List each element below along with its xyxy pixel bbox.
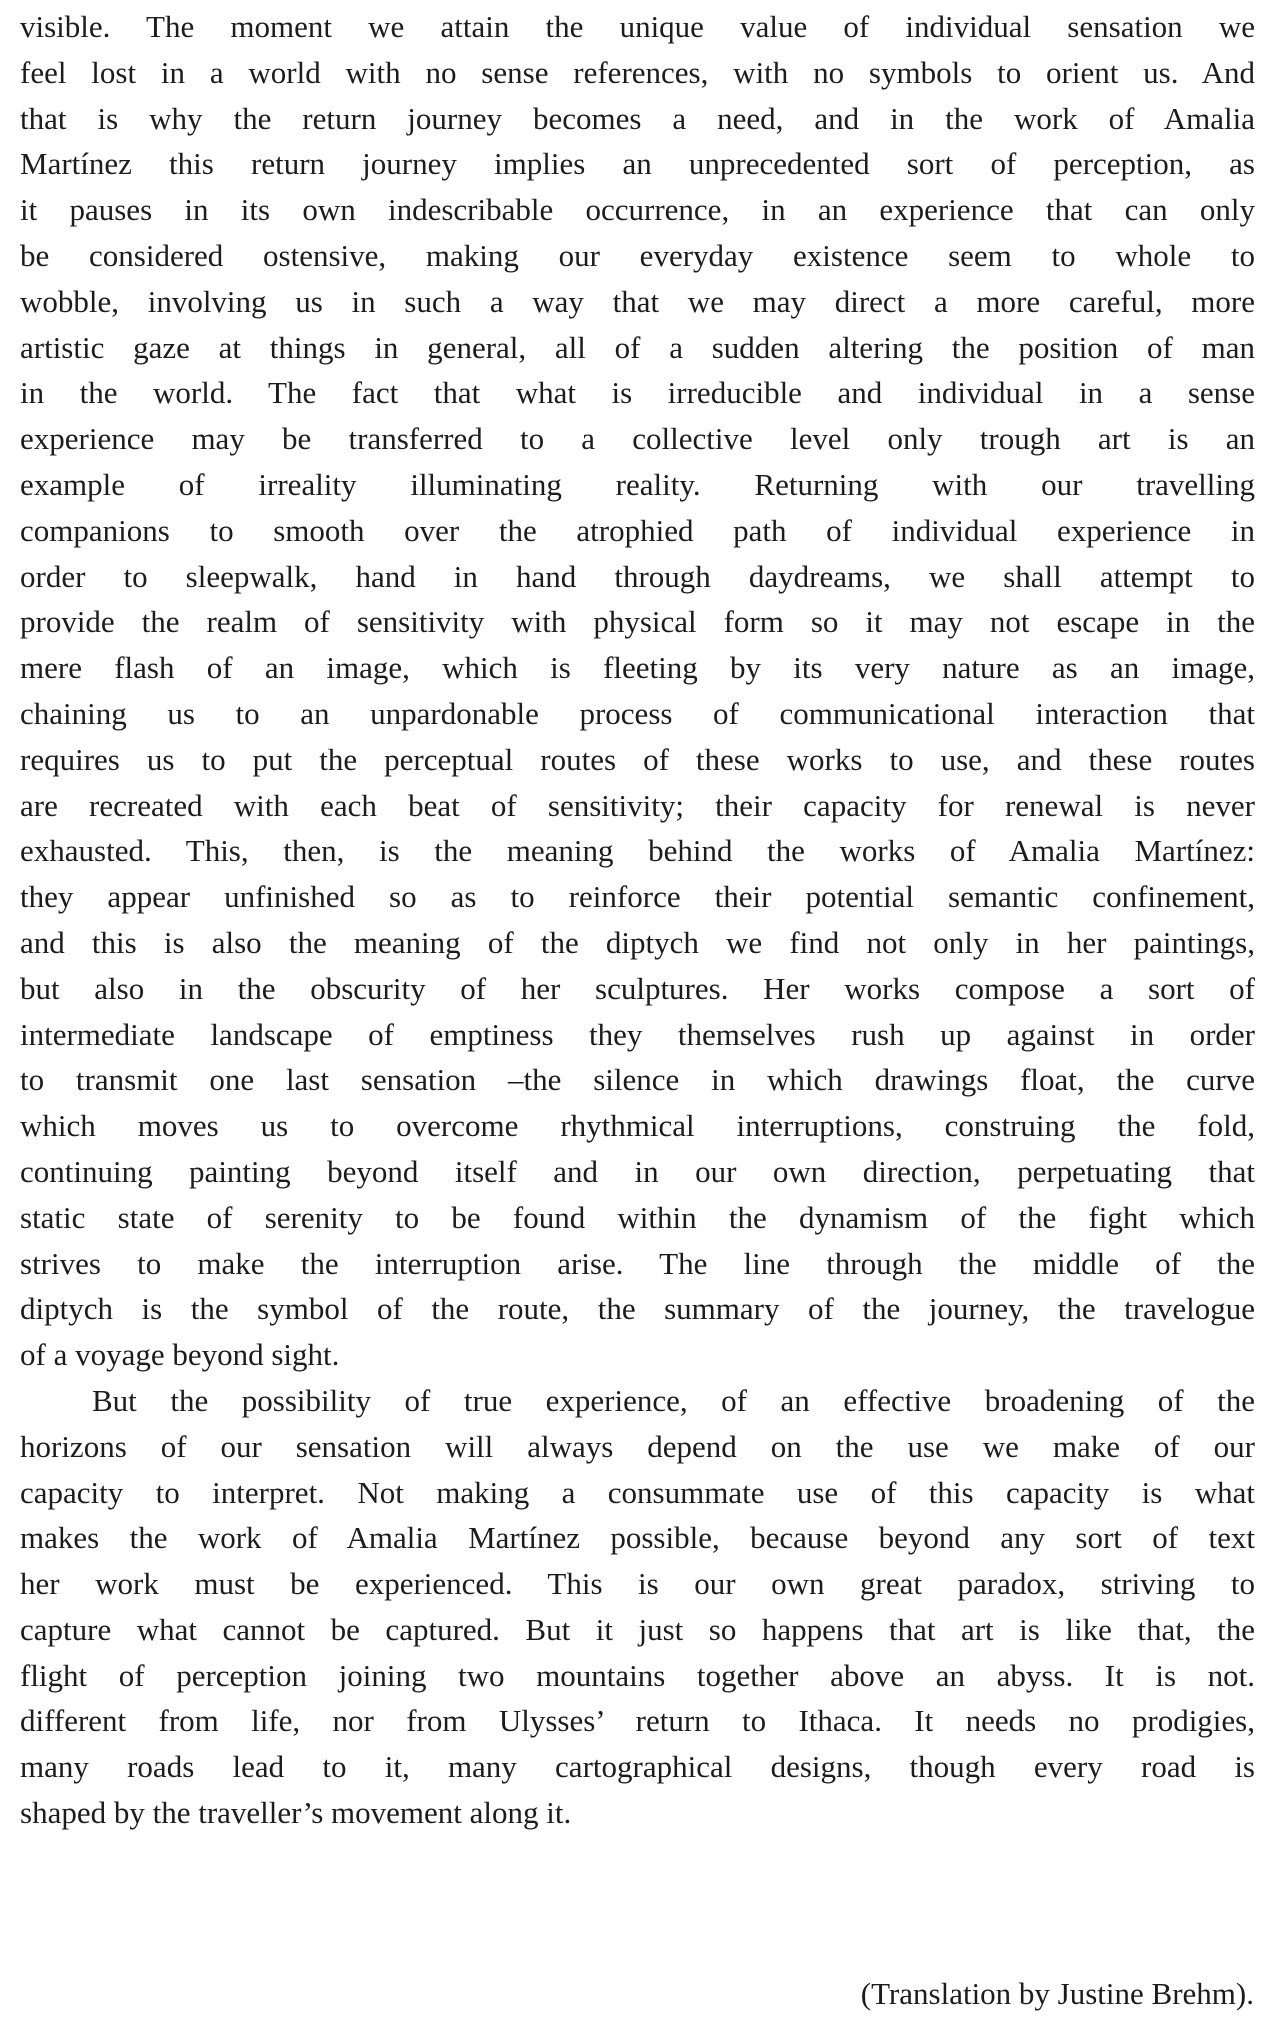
text-line: it pauses in its own indescribable occurrence, in an experience that can only bbox=[20, 192, 1255, 228]
text-line: provide the realm of sensitivity with physical form so it may not escape in the bbox=[20, 604, 1255, 640]
text-line: and this is also the meaning of the diptych we find not only in her paintings, bbox=[20, 924, 1255, 960]
text-line: feel lost in a world with no sense references, with no symbols to orient us. And bbox=[20, 54, 1255, 90]
translation-credit: (Translation by Justine Brehm). bbox=[860, 1976, 1254, 2011]
text-line: to transmit one last sensation –the silence in which drawings float, the curve bbox=[20, 1062, 1255, 1098]
text-line: many roads lead to it, many cartographical designs, though every road is bbox=[20, 1749, 1255, 1785]
text-line: flight of perception joining two mountains together above an abyss. It is not. bbox=[20, 1657, 1255, 1693]
text-line: experience may be transferred to a collective level only trough art is an bbox=[20, 421, 1255, 457]
text-line: intermediate landscape of emptiness they themselves rush up against in order bbox=[20, 1016, 1255, 1052]
text-line: diptych is the symbol of the route, the summary of the journey, the travelogue bbox=[20, 1291, 1255, 1327]
paragraph bbox=[20, 4, 1255, 1378]
paragraph bbox=[20, 1378, 1255, 1836]
text-line: they appear unfinished so as to reinforce their potential semantic confinement, bbox=[20, 879, 1255, 915]
text-line: artistic gaze at things in general, all of a sudden altering the position of man bbox=[20, 329, 1255, 365]
text-line: in the world. The fact that what is irreducible and individual in a sense bbox=[20, 375, 1255, 411]
text-line: makes the work of Amalia Martínez possible, because beyond any sort of text bbox=[20, 1520, 1255, 1556]
text-line: capacity to interpret. Not making a consummate use of this capacity is what bbox=[20, 1474, 1255, 1510]
text-line: that is why the return journey becomes a need, and in the work of Amalia bbox=[20, 100, 1255, 136]
text-line: order to sleepwalk, hand in hand through daydreams, we shall attempt to bbox=[20, 558, 1255, 594]
text-line: companions to smooth over the atrophied path of individual experience in bbox=[20, 512, 1255, 548]
text-line: which moves us to overcome rhythmical interruptions, construing the fold, bbox=[20, 1108, 1255, 1144]
text-line: of a voyage beyond sight. bbox=[20, 1337, 340, 1373]
text-line: example of irreality illuminating reality. Returning with our travelling bbox=[20, 466, 1255, 502]
text-line: exhausted. This, then, is the meaning behind the works of Amalia Martínez: bbox=[20, 833, 1255, 869]
text-line: Martínez this return journey implies an unprecedented sort of perception, as bbox=[20, 146, 1255, 182]
text-line: shaped by the traveller’s movement along it. bbox=[20, 1795, 572, 1831]
text-line: mere flash of an image, which is fleeting by its very nature as an image, bbox=[20, 650, 1255, 686]
text-line: requires us to put the perceptual routes of these works to use, and these routes bbox=[20, 741, 1255, 777]
text-line: visible. The moment we attain the unique value of individual sensation we bbox=[20, 9, 1255, 44]
text-line: continuing painting beyond itself and in our own direction, perpetuating that bbox=[20, 1153, 1255, 1189]
document-body bbox=[20, 4, 1255, 1836]
text-line: her work must be experienced. This is our own great paradox, striving to bbox=[20, 1566, 1255, 1602]
text-line: chaining us to an unpardonable process of communicational interaction that bbox=[20, 695, 1255, 731]
text-line: are recreated with each beat of sensitivity; their capacity for renewal is never bbox=[20, 787, 1255, 823]
text-line: be considered ostensive, making our everyday existence seem to whole to bbox=[20, 237, 1255, 273]
text-line: different from life, nor from Ulysses’ return to Ithaca. It needs no prodigies, bbox=[20, 1703, 1255, 1739]
text-line: wobble, involving us in such a way that we may direct a more careful, more bbox=[20, 283, 1255, 319]
text-line: but also in the obscurity of her sculptures. Her works compose a sort of bbox=[20, 970, 1255, 1006]
text-line: capture what cannot be captured. But it just so happens that art is like that, the bbox=[20, 1611, 1255, 1647]
text-line: static state of serenity to be found within the dynamism of the fight which bbox=[20, 1199, 1255, 1235]
text-line: strives to make the interruption arise. The line through the middle of the bbox=[20, 1245, 1255, 1281]
text-line: But the possibility of true experience, of an effective broadening of the bbox=[92, 1382, 1255, 1418]
text-line: horizons of our sensation will always depend on the use we make of our bbox=[20, 1428, 1255, 1464]
